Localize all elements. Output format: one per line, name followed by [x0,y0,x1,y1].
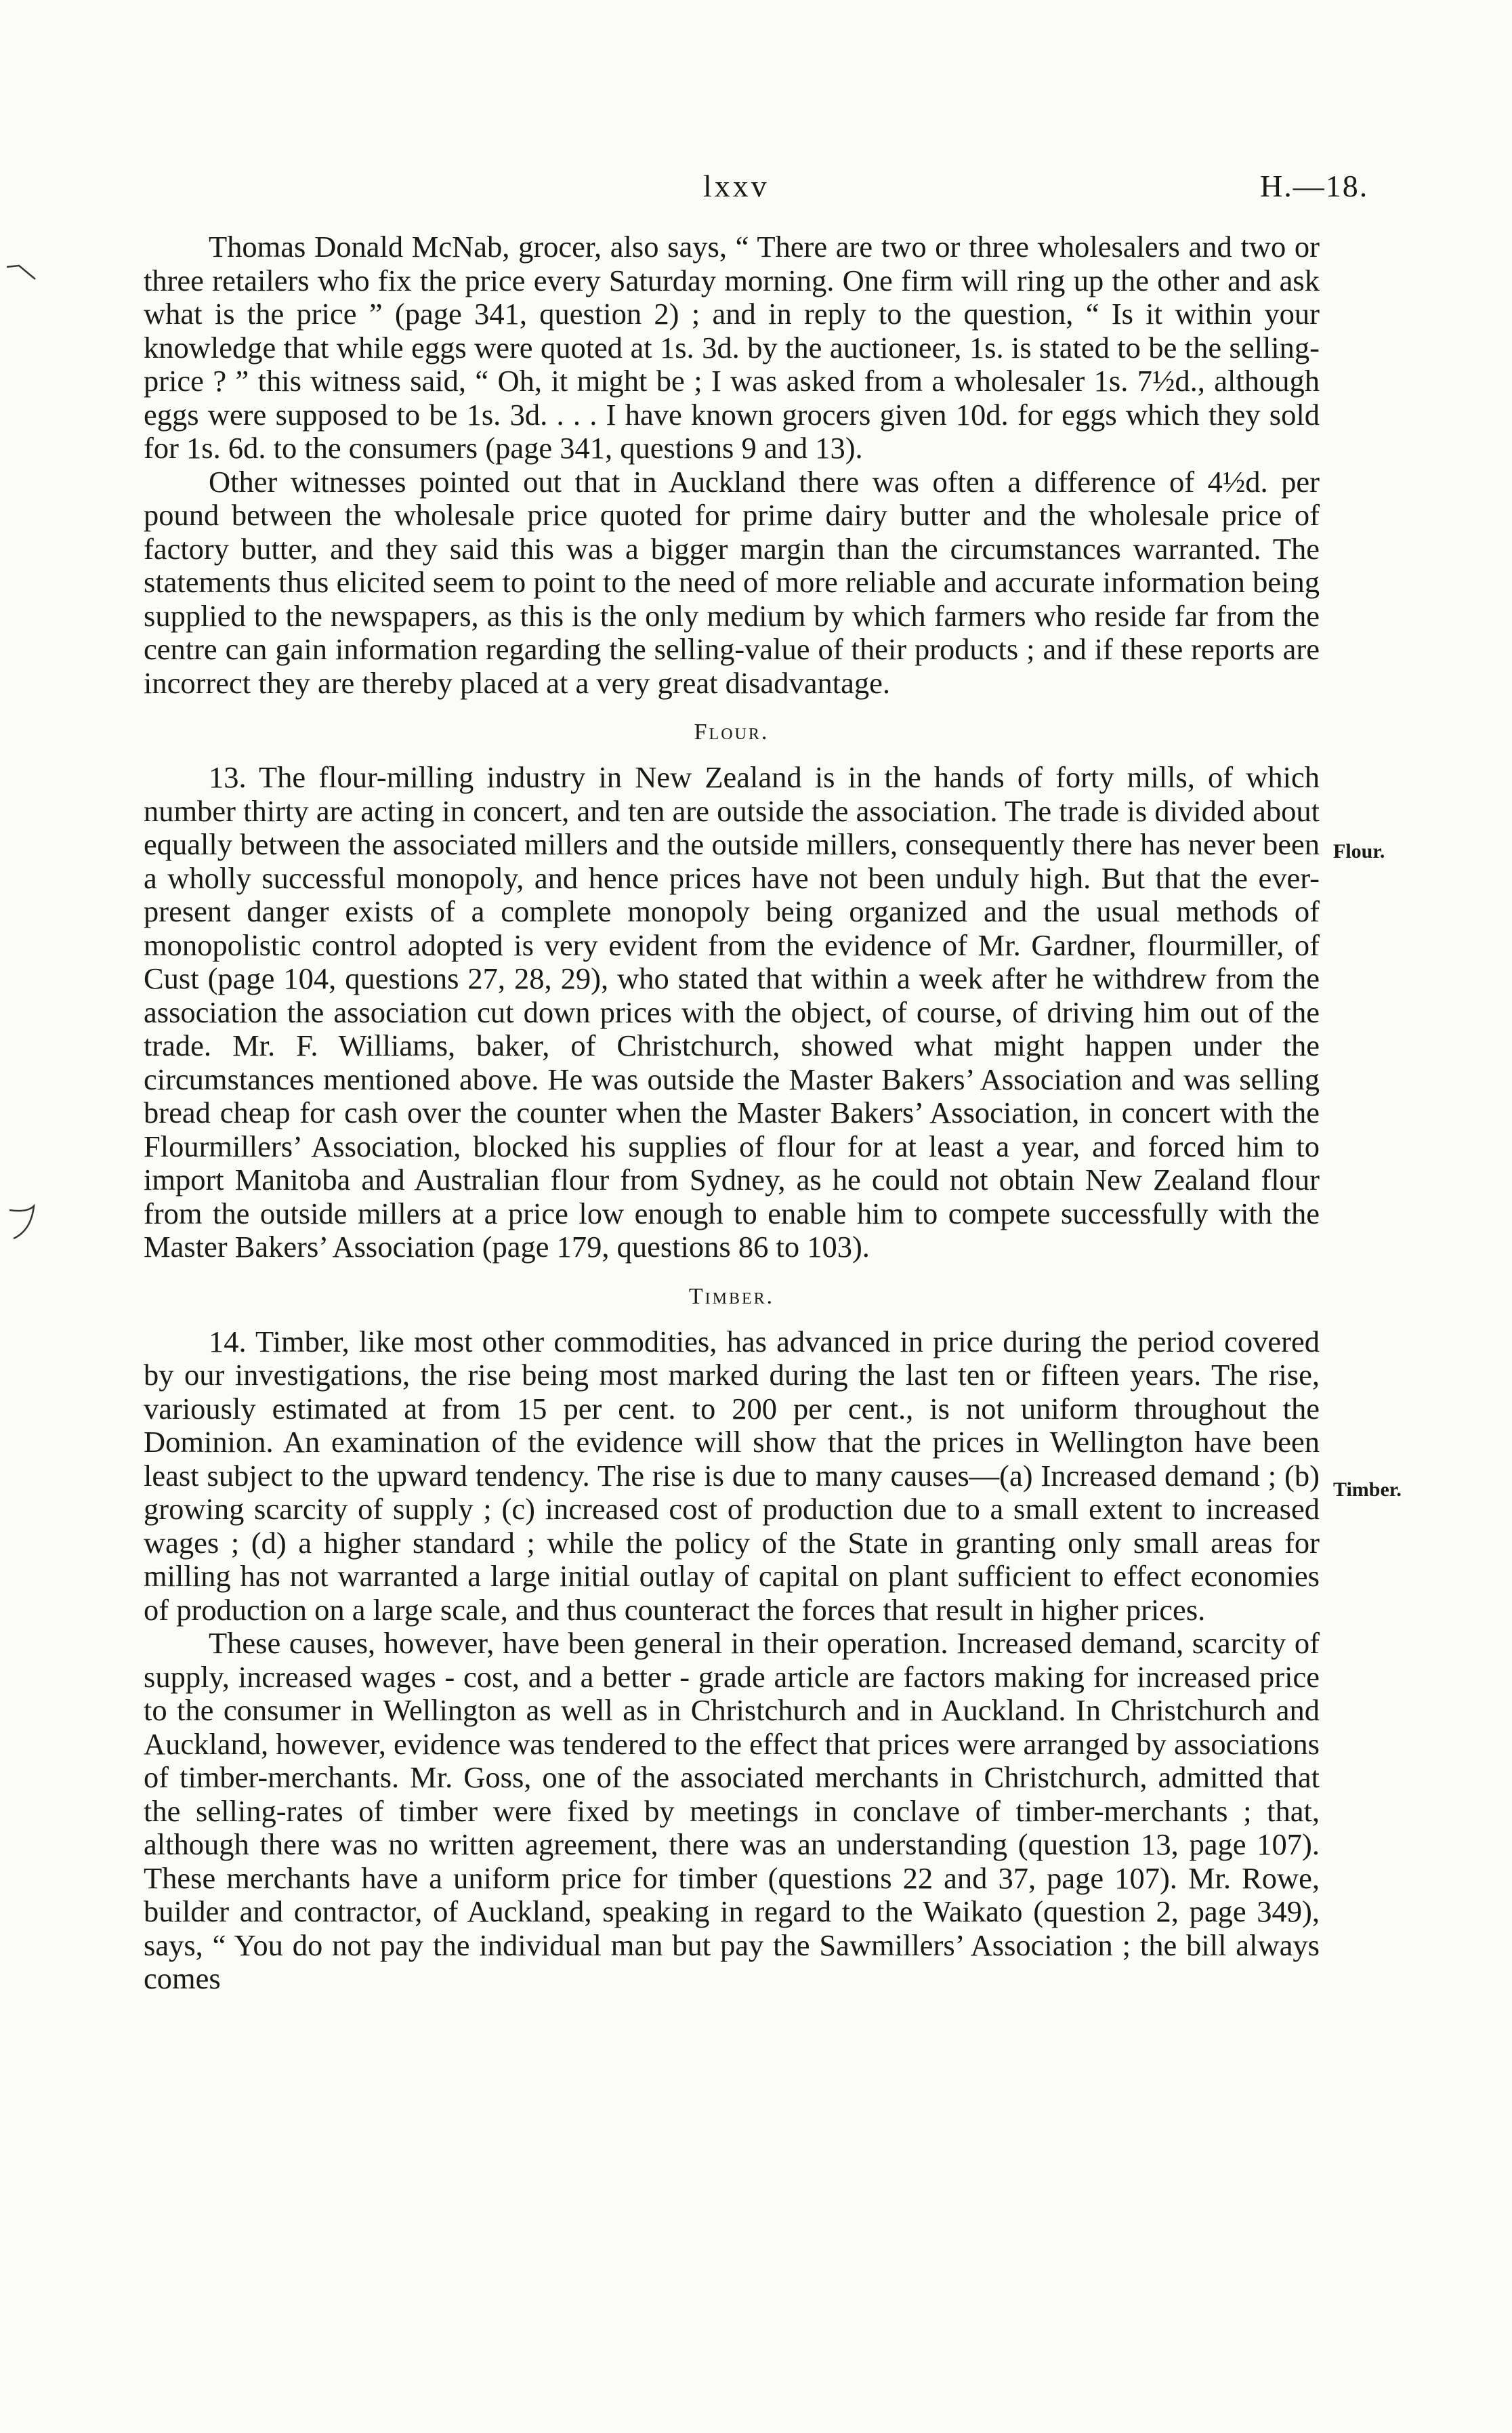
margin-tick-mark [5,263,39,283]
document-reference: H.—18. [1260,169,1369,203]
body-text [144,230,1320,1996]
page-header [0,168,1512,209]
page-number: lxxv [703,169,770,203]
margin-curve-mark [7,1203,41,1244]
section-heading-flour: Flour. [694,720,770,745]
paragraph-timber-associations: These causes, however, have been general in their operation. Increased demand, scarcity of supply, increased wages - cost, and a better - grade article are factors making for increased price to the consumer in Wellington as well as in Christchurch and in Auckland. In Christchurch and Auckland, however, evidence was tendered to the effect that prices were arranged by associations of timber-merchants. Mr. Goss, one of the associated merchants in Christchurch, admitted that the selling-rates of timber were fixed by meetings in conclave of timber-merchants ; that, although there was no written agreement, there was an understanding (question 13, page 107). These merchants have a uniform price for timber (questions 22 and 37, page 107). Mr. Rowe, builder and contractor, of Auckland, speaking in regard to the Waikato (question 2, page 349), says, “ You do not pay the individual man but pay the Sawmillers’ Association ; the bill always comes [144,1626,1320,1995]
marginal-note-flour: Flour. [1333,840,1385,862]
section-heading-timber: Timber. [688,1283,775,1309]
paragraph-timber-prices: 14. Timber, like most other commodities, has advanced in price during the period covered by our investigations, the rise being most marked during the last ten or fifteen years. The rise, variously estimated at from 15 per cent. to 200 per cent., is not uniform throughout the Dominion. An examination of the evidence will show that the prices in Wellington have been least subject to the upward tendency. The rise is due to many causes—(a) Increased demand ; (b) growing scarcity of supply ; (c) increased cost of production due to a small extent to increased wages ; (d) a higher standard ; while the policy of the State in granting only small areas for milling has not warranted a large initial outlay of capital on plant sufficient to effect economies of production on a large scale, and thus counteract the forces that result in higher prices. [144,1324,1320,1627]
paragraph-butter-prices: Other witnesses pointed out that in Auckland there was often a difference of 4½d. per pound between the wholesale price quoted for prime dairy butter and the wholesale price of factory butter, and they said this was a bigger margin than the circumstances warranted. The statements thus elicited seem to point to the need of more reliable and accurate information being supplied to the newspapers, as this is the only medium by which farmers who reside far from the centre can gain information regarding the selling-value of their products ; and if these reports are incorrect they are thereby placed at a very great disadvantage. [144,464,1320,700]
paragraph-mcnab: Thomas Donald McNab, grocer, also says, “ There are two or three wholesalers and two or three retailers who fix the price every Saturday morning. One firm will ring up the other and ask what is the price ” (page 341, question 2) ; and in reply to the question, “ Is it within your knowledge that while eggs were quoted at 1s. 3d. by the auctioneer, 1s. is stated to be the selling-price ? ” this witness said, “ Oh, it might be ; I was asked from a wholesaler 1s. 7½d., although eggs were supposed to be 1s. 3d. . . . I have known grocers given 10d. for eggs which they sold for 1s. 6d. to the consumers (page 341, questions 9 and 13). [144,230,1320,465]
paragraph-flour-milling: 13. The flour-milling industry in New Zealand is in the hands of forty mills, of which number thirty are acting in concert, and ten are outside the association. The trade is divided about equally between the associated millers and the outside millers, consequently there has never been a wholly successful monopoly, and hence prices have not been unduly high. But that the ever-present danger exists of a complete monopoly being organized and the usual methods of monopolistic control adopted is very evident from the evidence of Mr. Gardner, flourmiller, of Cust (page 104, questions 27, 28, 29), who stated that within a week after he withdrew from the association the association cut down prices with the object, of course, of driving him out of the trade. Mr. F. Williams, baker, of Christchurch, showed what might happen under the circumstances mentioned above. He was outside the Master Bakers’ Association and was selling bread cheap for cash over the counter when the Master Bakers’ Association, in concert with the Flourmillers’ Association, blocked his supplies of flour for at least a year, and forced him to import Manitoba and Australian flour from Sydney, as he could not obtain New Zealand flour from the outside millers at a price low enough to enable him to compete successfully with the Master Bakers’ Association (page 179, questions 86 to 103). [144,760,1320,1264]
marginal-note-timber: Timber. [1333,1478,1402,1501]
